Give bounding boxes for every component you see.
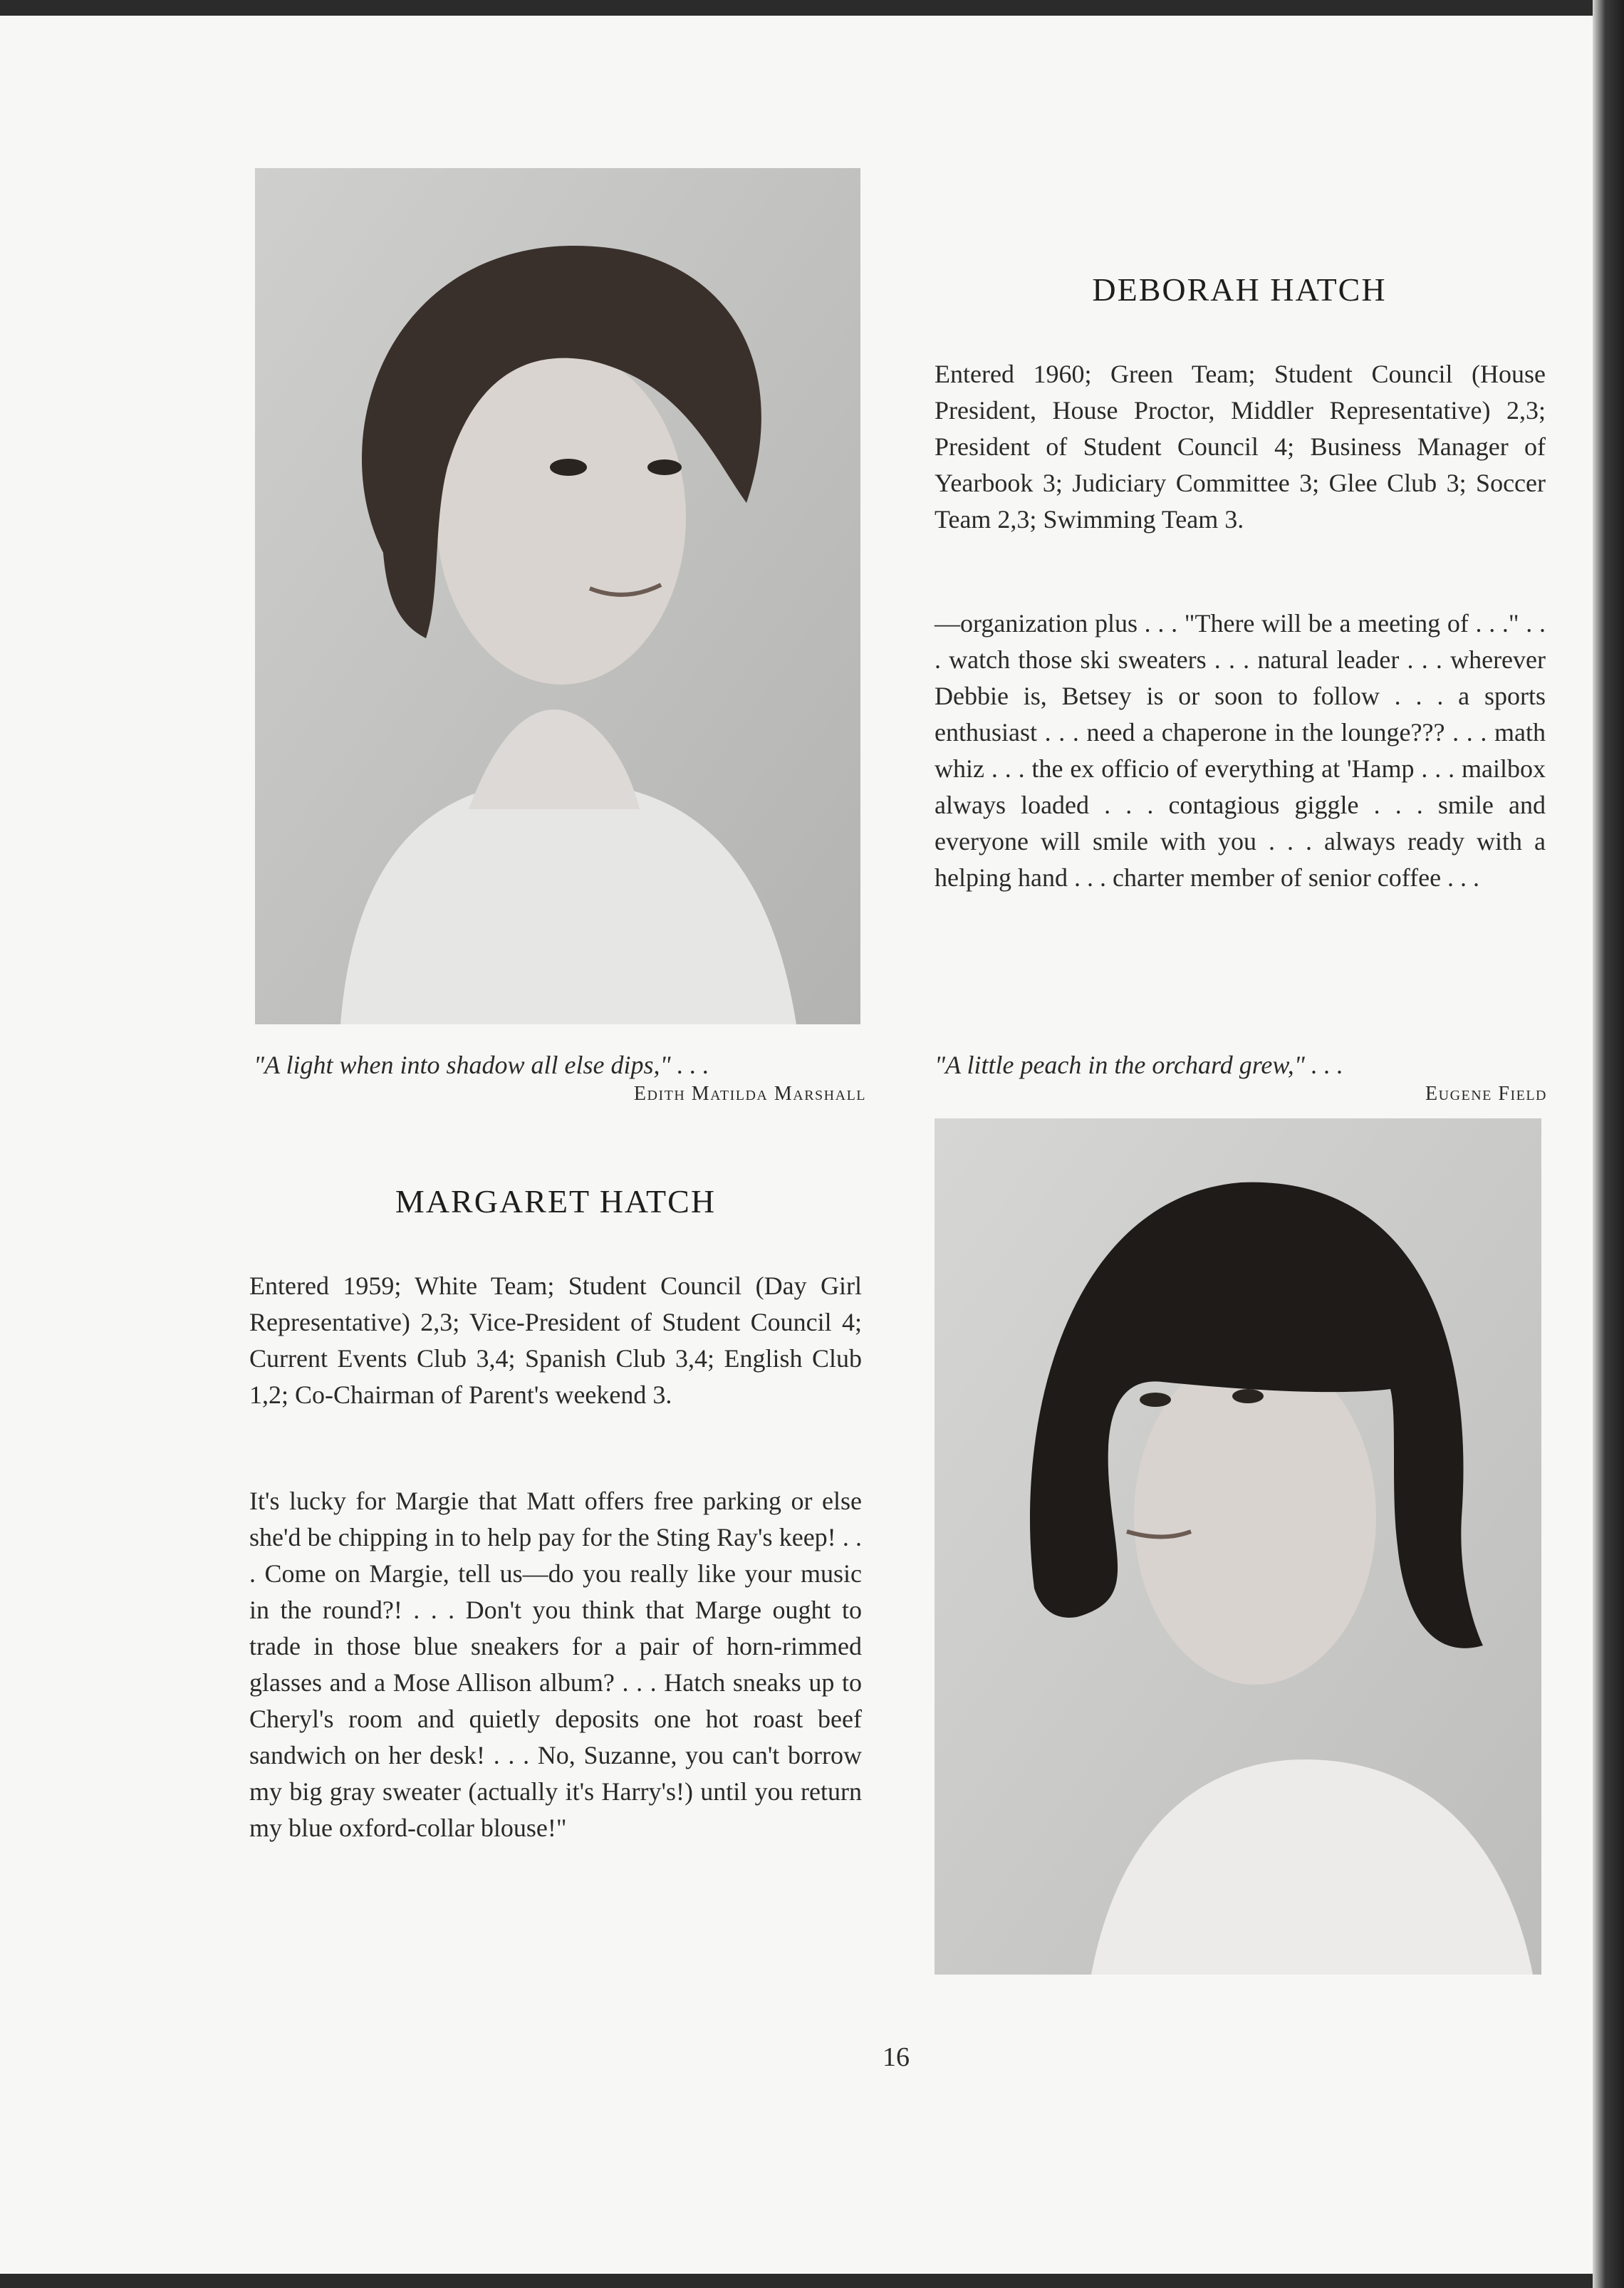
deborah-quote-author: Edith Matilda Marshall bbox=[633, 1083, 866, 1105]
margaret-name: MARGARET HATCH bbox=[395, 1183, 717, 1220]
page-number: 16 bbox=[883, 2042, 910, 2072]
margaret-description: It's lucky for Margie that Matt offers free parking or else she'd be chipping in to help pay for the Sting Ray's keep! . . . Come on Margie, tell us—do you really like your music in the round?! . . . Don't you think that Marge ought to trade in those blue sneakers for a pair of horn-rimmed glasses and a Mose Allison album? . . . Hatch sneaks up to Cheryl's room and quietly deposits one hot roast beef sandwich on her desk! . . . No, Suzanne, you can't borrow my big gray sweater (actually it's Harry's!) until you return my blue oxford-collar blouse!" bbox=[249, 1487, 862, 1842]
margaret-activities: Entered 1959; White Team; Student Council (Day Girl Representative) 2,3; Vice-President of Student Council 4; Current Events Club 3,4; Spanish Club 3,4; English Club 1,2; Co-Chairman of Parent's weekend 3. bbox=[249, 1272, 862, 1409]
yearbook-page bbox=[0, 16, 1593, 2274]
deborah-portrait-photo bbox=[255, 168, 860, 1024]
portrait-silhouette-icon bbox=[255, 168, 860, 1024]
margaret-portrait-photo bbox=[935, 1118, 1541, 1975]
margaret-quote: "A little peach in the orchard grew," . . . bbox=[935, 1051, 1343, 1079]
deborah-description: —organization plus . . . "There will be a meeting of . . ." . . . watch those ski sweaters . . . natural leader . . . wherever Debbie is, Betsey is or soon to follow . . . a sports enthusiast . . . need a chaperone in the lounge??? . . . math whiz . . . the ex officio of everything at 'Hamp . . . mailbox always loaded . . . contagious giggle . . . smile and everyone will smile with you . . . always ready with a helping hand . . . charter member of senior coffee . . . bbox=[935, 609, 1546, 892]
portrait-silhouette-icon bbox=[935, 1118, 1541, 1975]
deborah-quote: "A light when into shadow all else dips," . . . bbox=[254, 1051, 709, 1079]
book-spine-edge bbox=[1593, 0, 1624, 2288]
deborah-activities: Entered 1960; Green Team; Student Council (House President, House Proctor, Middler Representative) 2,3; President of Student Council 4; Business Manager of Yearbook 3; Judiciary Committee 3; Glee Club 3; Soccer Team 2,3; Swimming Team 3. bbox=[935, 360, 1546, 534]
deborah-name: DEBORAH HATCH bbox=[1092, 271, 1387, 308]
margaret-quote-author: Eugene Field bbox=[1425, 1083, 1547, 1105]
